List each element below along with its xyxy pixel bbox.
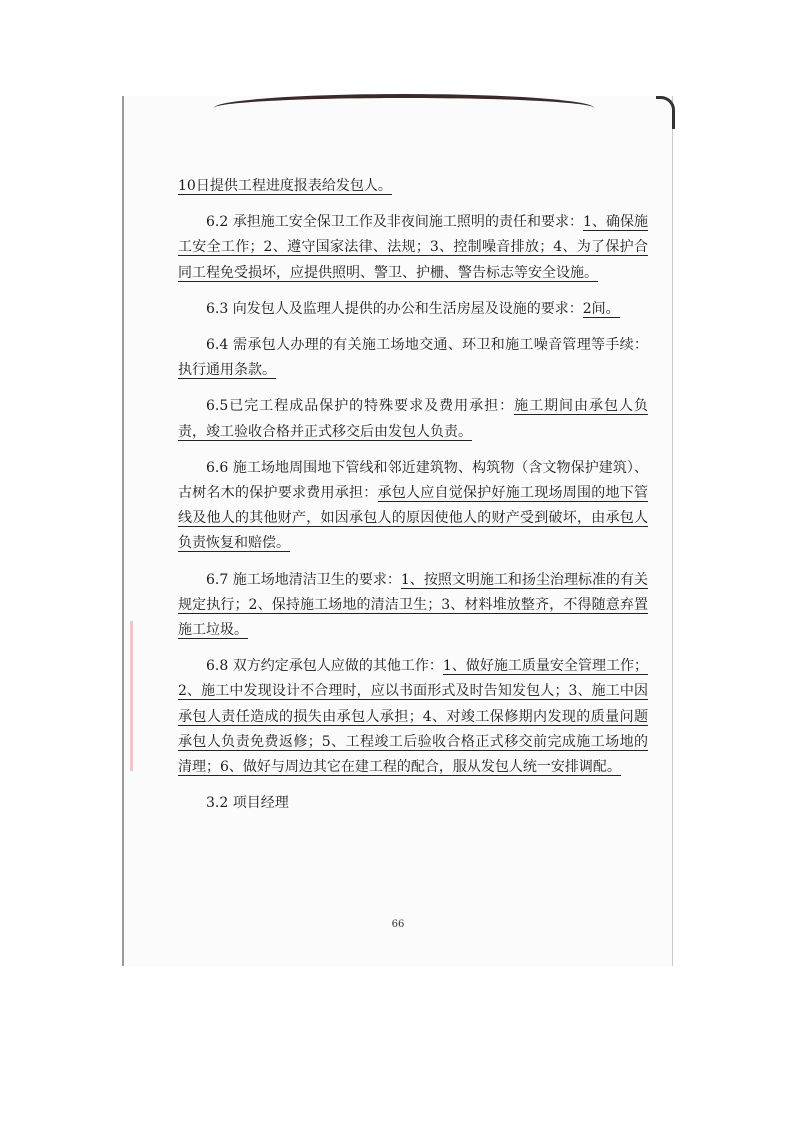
document-page [122,96,673,966]
binding-edge [214,94,594,108]
underlined-clause: 承包人应自觉保护好施工现场周围的地下管线及他人的其他财产，如因承包人的原因使他人的财产受到破坏，由承包人负责恢复和赔偿。 [178,485,648,552]
clause-heading: 6.3 向发包人及监理人提供的办公和生活房屋及设施的要求： [206,300,583,317]
page-corner [656,96,675,129]
paragraph-6-3 [178,297,648,322]
clause-heading: 6.4 需承包人办理的有关施工场地交通、环卫和施工噪音管理等手续： [206,337,648,354]
paragraph-6-6 [178,456,648,557]
paragraph-6-7 [178,568,648,644]
underlined-clause: 1、确保施工安全工作；2、遵守国家法律、法规；3、控制噪音排放；4、为了保护合同工程免受损坏，应提供照明、警卫、护栅、警告标志等安全设施。 [178,214,648,281]
underlined-clause: 执行通用条款。 [178,362,276,379]
clause-heading: 6.5已完工程成品保护的特殊要求及费用承担： [206,398,515,415]
page-number: 66 [391,919,405,930]
section-title: 3.2 项目经理 [206,795,289,812]
underlined-clause: 10日提供工程进度报表给发包人。 [178,178,392,194]
underlined-clause: 1、按照文明施工和扬尘治理标准的有关规定执行；2、保持施工场地的清洁卫生；3、材料堆放整齐，不得随意弃置施工垃圾。 [178,571,649,639]
paragraph-6-8 [178,654,648,780]
section-heading-project-manager [178,791,648,816]
paragraph-6-5 [178,394,648,444]
clause-heading: 6.2 承担施工安全保卫工作及非夜间施工照明的责任和要求： [206,214,584,231]
paragraph-progress-report [178,174,648,199]
underlined-clause: 1、做好施工质量安全管理工作；2、施工中发现设计不合理时，应以书面形式及时告知发包人；3、施工中因承包人责任造成的损失由承包人承担；4、对竣工保修期内发现的质量问题承包人负责免费返修；5、工程竣工后验收合格正式移交前完成施工场地的清理；6、做好与周边其它在建工程的配合，服从发包人统一安排调配。 [178,658,648,776]
clause-heading: 6.7 施工场地清洁卫生的要求： [206,571,401,588]
paragraph-6-4 [178,333,648,383]
clause-heading: 6.6 施工场地周围地下管线和邻近建筑物、构筑物（含文物保护建筑）、古树名木的保护要求费用承担： [178,459,648,502]
stamp-bleed-mark [130,621,147,771]
underlined-clause: 2间。 [582,300,620,317]
clause-heading: 6.8 双方约定承包人应做的其他工作： [206,658,443,675]
underlined-clause: 施工期间由承包人负责，竣工验收合格并正式移交后由发包人负责。 [178,398,649,440]
paragraph-6-2 [178,210,648,286]
contract-text [178,174,648,827]
